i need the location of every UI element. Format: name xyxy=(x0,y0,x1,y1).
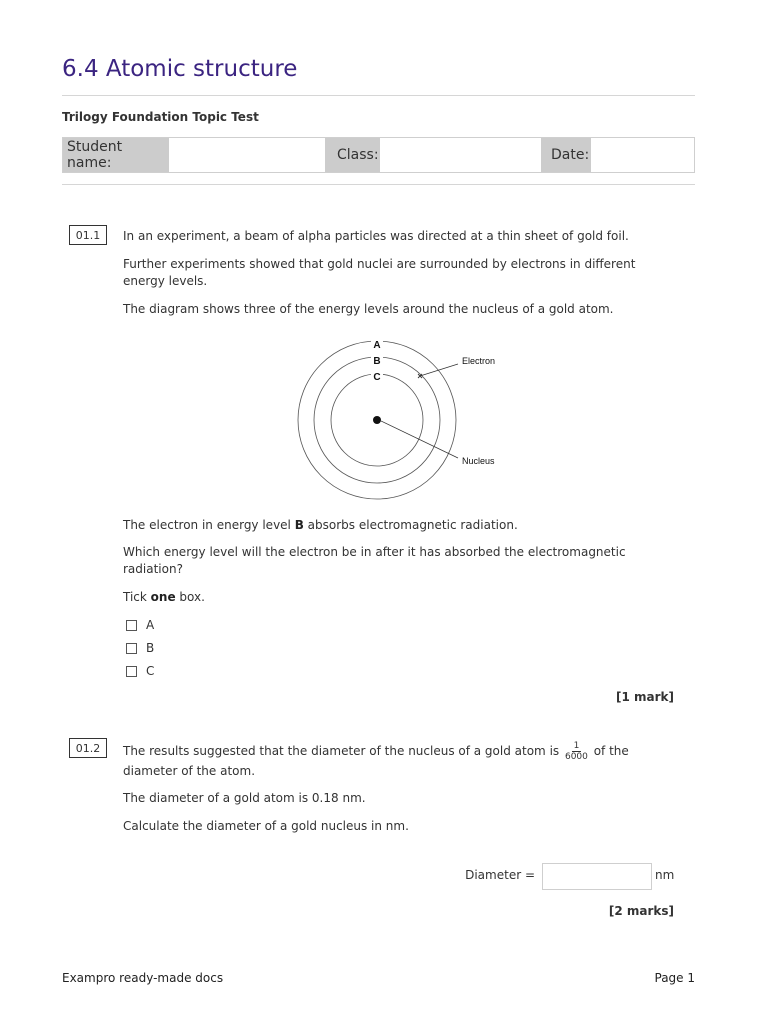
tick-instruction-start: Tick xyxy=(123,590,151,604)
q1-tick-instruction xyxy=(123,589,683,606)
footer-page-number: Page 1 xyxy=(654,971,695,985)
student-name-field[interactable] xyxy=(169,138,325,172)
date-field[interactable] xyxy=(591,138,694,172)
diameter-unit: nm xyxy=(655,868,675,882)
title-divider xyxy=(62,95,695,96)
q2-paragraph-3: Calculate the diameter of a gold nucleus in nm. xyxy=(123,819,409,833)
test-subtitle: Trilogy Foundation Topic Test xyxy=(62,110,259,124)
electron-label: Electron xyxy=(462,356,496,366)
tick-instruction-bold: one xyxy=(150,590,176,604)
electron-pointer-line xyxy=(420,364,458,376)
q1-question: Which energy level will the electron be in after it has absorbed the electromagnetic radiation? xyxy=(123,545,626,576)
fraction-numerator: 1 xyxy=(573,741,580,751)
option-b-checkbox[interactable] xyxy=(126,643,137,654)
q2-paragraph-1-end: of the diameter of the atom. xyxy=(123,744,629,778)
level-label-c: C xyxy=(373,372,381,383)
option-a[interactable] xyxy=(126,618,154,632)
student-name-label: Student name: xyxy=(63,138,169,172)
q1-marks: [1 mark] xyxy=(616,690,674,704)
q2-marks: [2 marks] xyxy=(608,904,674,918)
q1-paragraph-4 xyxy=(123,517,683,534)
header-divider xyxy=(62,184,695,185)
q2-paragraph-1 xyxy=(123,741,683,781)
nucleus-dot xyxy=(373,416,381,424)
q1-paragraph-2: Further experiments showed that gold nuclei are surrounded by electrons in different energy levels. xyxy=(123,257,636,288)
question-number-01-1: 01.1 xyxy=(69,225,107,245)
option-b[interactable] xyxy=(126,641,154,655)
student-info-table xyxy=(62,137,695,173)
level-label-b: B xyxy=(373,356,381,367)
q2-paragraph-2: The diameter of a gold atom is 0.18 nm. xyxy=(123,791,366,805)
fraction-denominator: 6000 xyxy=(564,752,588,762)
page-title: 6.4 Atomic structure xyxy=(62,56,298,82)
option-c[interactable] xyxy=(126,664,154,678)
option-a-checkbox[interactable] xyxy=(126,620,137,631)
option-c-label: C xyxy=(146,664,155,678)
tick-instruction-end: box. xyxy=(175,590,205,604)
class-label: Class: xyxy=(325,138,380,172)
q1-paragraph-4-bold: B xyxy=(294,518,304,532)
q1-paragraph-3: The diagram shows three of the energy levels around the nucleus of a gold atom. xyxy=(123,302,614,316)
nucleus-pointer-line xyxy=(381,421,458,458)
q1-paragraph-4-end: absorbs electromagnetic radiation. xyxy=(303,518,518,532)
diameter-label: Diameter = xyxy=(465,868,535,882)
q1-paragraph-4-start: The electron in energy level xyxy=(123,518,295,532)
diameter-input[interactable] xyxy=(542,863,652,890)
question-number-01-2: 01.2 xyxy=(69,738,107,758)
option-c-checkbox[interactable] xyxy=(126,666,137,677)
date-label: Date: xyxy=(541,138,591,172)
fraction xyxy=(565,741,588,762)
footer-left: Exampro ready-made docs xyxy=(62,971,224,985)
level-label-a: A xyxy=(373,340,381,351)
nucleus-label: Nucleus xyxy=(462,456,495,466)
option-b-label: B xyxy=(146,641,155,655)
class-field[interactable] xyxy=(380,138,541,172)
q2-paragraph-1-start: The results suggested that the diameter of the nucleus of a gold atom is xyxy=(123,744,560,758)
option-a-label: A xyxy=(146,618,155,632)
q1-paragraph-1: In an experiment, a beam of alpha particles was directed at a thin sheet of gold foil. xyxy=(123,229,629,243)
atom-diagram xyxy=(290,335,520,500)
